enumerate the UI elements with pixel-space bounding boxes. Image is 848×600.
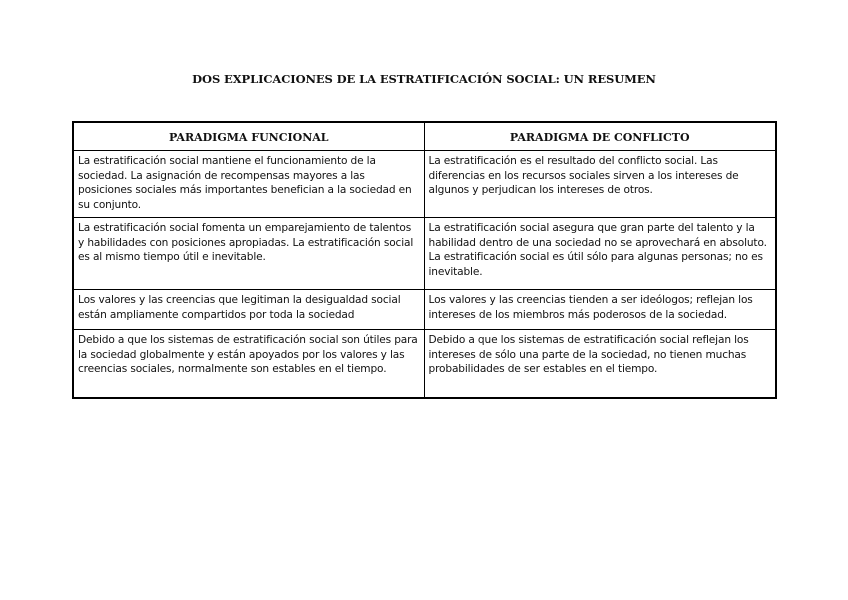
table-row (73, 330, 776, 399)
table-header-row (73, 122, 776, 151)
document-title: DOS EXPLICACIONES DE LA ESTRATIFICACIÓN SOCIAL: UN RESUMEN (192, 72, 656, 86)
functional-cell: La estratificación social fomenta un emparejamiento de talentos y habilidades con posiciones apropiadas. La estratificación social es al mismo tiempo útil e inevitable. (73, 218, 424, 290)
table-row (73, 290, 776, 330)
conflict-cell: La estratificación social asegura que gran parte del talento y la habilidad dentro de una sociedad no se aprovechará en absoluto. La estratificación social es útil sólo para algunas personas; no es inevitable. (424, 218, 776, 290)
paradigm-comparison-table (72, 121, 777, 399)
conflict-cell: Los valores y las creencias tienden a ser ideólogos; reflejan los intereses de los miembros más poderosos de la sociedad. (424, 290, 776, 330)
conflict-cell: La estratificación es el resultado del conflicto social. Las diferencias en los recursos sociales sirven a los intereses de algunos y perjudican los intereses de otros. (424, 151, 776, 218)
header-conflict-paradigm: PARADIGMA DE CONFLICTO (424, 122, 776, 151)
functional-cell: La estratificación social mantiene el funcionamiento de la sociedad. La asignación de recompensas mayores a las posiciones sociales más importantes benefician a la sociedad en su conjunto. (73, 151, 424, 218)
table-row (73, 218, 776, 290)
header-functional-paradigm: PARADIGMA FUNCIONAL (73, 122, 424, 151)
table-row (73, 151, 776, 218)
conflict-cell: Debido a que los sistemas de estratificación social reflejan los intereses de sólo una parte de la sociedad, no tienen muchas probabilidades de ser estables en el tiempo. (424, 330, 776, 399)
functional-cell: Los valores y las creencias que legitiman la desigualdad social están ampliamente compartidos por toda la sociedad (73, 290, 424, 330)
functional-cell: Debido a que los sistemas de estratificación social son útiles para la sociedad globalmente y están apoyados por los valores y las creencias sociales, normalmente son estables en el tiempo. (73, 330, 424, 399)
